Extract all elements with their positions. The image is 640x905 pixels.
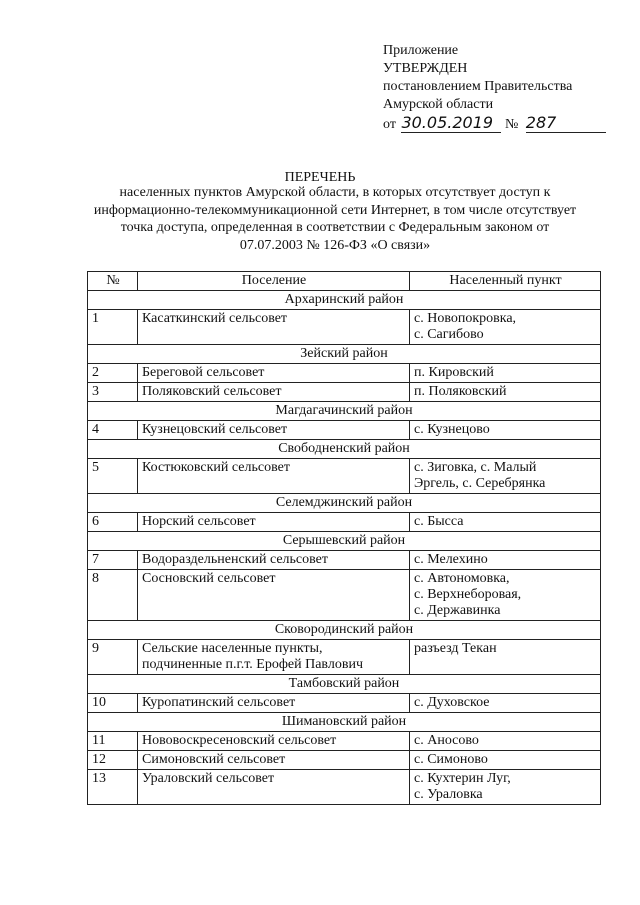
row-number: 7 xyxy=(88,551,138,570)
approval-line-region: Амурской области xyxy=(383,97,494,112)
settlement-name: Ураловский сельсовет xyxy=(138,770,410,805)
district-row xyxy=(88,675,601,694)
locality-name: с. Духовское xyxy=(414,695,490,710)
district-name: Тамбовский район xyxy=(88,675,601,694)
approval-line-resolution: постановлением Правительства xyxy=(383,79,573,94)
locality-name: с. Новопокровка, xyxy=(414,311,517,326)
settlement-name: Кузнецовский сельсовет xyxy=(138,421,410,440)
locality-name: с. Кухтерин Луг, xyxy=(414,771,511,786)
district-name: Шимановский район xyxy=(88,713,601,732)
district-row xyxy=(88,621,601,640)
table-row xyxy=(88,732,601,751)
locality-cell xyxy=(410,751,601,770)
locality-cell xyxy=(410,694,601,713)
header-locality: Населенный пункт xyxy=(410,272,601,291)
number-prefix: № xyxy=(504,117,519,132)
row-number: 13 xyxy=(88,770,138,805)
district-name: Зейский район xyxy=(88,345,601,364)
table-row xyxy=(88,751,601,770)
document-subtitle: населенных пунктов Амурской области, в которых отсутствует доступ к информационно-телекоммуникационной сети Интернет, в том числе отсутствует точка доступа, определенная в соответствии с Федеральным законом от 07.07.2003 № 126-ФЗ «О связи» xyxy=(93,185,577,253)
table-row xyxy=(88,551,601,570)
locality-name: с. Симоново xyxy=(414,752,488,767)
locality-cell xyxy=(410,770,601,805)
district-row xyxy=(88,402,601,421)
locality-cell xyxy=(410,640,601,675)
approval-block xyxy=(383,42,623,134)
locality-name: п. Кировский xyxy=(414,365,494,380)
table-row xyxy=(88,310,601,345)
row-number: 4 xyxy=(88,421,138,440)
table-row xyxy=(88,694,601,713)
district-row xyxy=(88,291,601,310)
table-header-row xyxy=(88,272,601,291)
row-number: 12 xyxy=(88,751,138,770)
district-row xyxy=(88,494,601,513)
table-row xyxy=(88,640,601,675)
approval-line-approved: УТВЕРЖДЕН xyxy=(383,61,468,76)
locality-name: Эргель, с. Серебрянка xyxy=(414,476,546,491)
district-name: Архаринский район xyxy=(88,291,601,310)
locality-name: с. Кузнецово xyxy=(414,422,490,437)
locality-cell xyxy=(410,513,601,532)
table-body xyxy=(88,291,601,805)
handwritten-number: 287 xyxy=(526,114,606,133)
locality-cell xyxy=(410,732,601,751)
approval-line-appendix: Приложение xyxy=(383,43,459,58)
row-number: 6 xyxy=(88,513,138,532)
district-row xyxy=(88,532,601,551)
table-row xyxy=(88,459,601,494)
settlement-name: Поляковский сельсовет xyxy=(138,383,410,402)
locality-name: с. Державинка xyxy=(414,603,501,618)
locality-cell xyxy=(410,364,601,383)
table-row xyxy=(88,421,601,440)
locality-name: с. Зиговка, с. Малый xyxy=(414,460,537,475)
handwritten-date: 30.05.2019 xyxy=(401,114,501,133)
locality-name: с. Бысса xyxy=(414,514,464,529)
table-row xyxy=(88,513,601,532)
settlement-name: Касаткинский сельсовет xyxy=(138,310,410,345)
locality-cell xyxy=(410,459,601,494)
header-settlement: Поселение xyxy=(138,272,410,291)
locality-cell xyxy=(410,421,601,440)
row-number: 10 xyxy=(88,694,138,713)
settlement-name: Куропатинский сельсовет xyxy=(138,694,410,713)
locality-name: с. Аносово xyxy=(414,733,479,748)
settlement-name: Береговой сельсовет xyxy=(138,364,410,383)
district-name: Серышевский район xyxy=(88,532,601,551)
row-number: 1 xyxy=(88,310,138,345)
locality-name: с. Сагибово xyxy=(414,327,484,342)
table-row xyxy=(88,364,601,383)
settlement-name: Сосновский сельсовет xyxy=(138,570,410,621)
row-number: 2 xyxy=(88,364,138,383)
district-name: Сковородинский район xyxy=(88,621,601,640)
district-row xyxy=(88,713,601,732)
approval-date-line xyxy=(383,114,623,134)
row-number: 9 xyxy=(88,640,138,675)
table-row xyxy=(88,570,601,621)
row-number: 5 xyxy=(88,459,138,494)
locality-name: п. Поляковский xyxy=(414,384,507,399)
row-number: 11 xyxy=(88,732,138,751)
district-row xyxy=(88,345,601,364)
settlement-name: Симоновский сельсовет xyxy=(138,751,410,770)
locality-name: с. Ураловка xyxy=(414,787,483,802)
district-row xyxy=(88,440,601,459)
locality-cell xyxy=(410,383,601,402)
locality-name: с. Мелехино xyxy=(414,552,488,567)
header-number: № xyxy=(88,272,138,291)
locality-name: с. Верхнеборовая, xyxy=(414,587,522,602)
table-row xyxy=(88,383,601,402)
locality-name: разъезд Текан xyxy=(414,641,497,656)
table-row xyxy=(88,770,601,805)
settlements-table xyxy=(87,271,601,805)
settlement-name: Сельские населенные пункты, подчиненные п.г.т. Ерофей Павлович xyxy=(138,640,410,675)
row-number: 3 xyxy=(88,383,138,402)
locality-cell xyxy=(410,551,601,570)
district-name: Свободненский район xyxy=(88,440,601,459)
date-prefix: от xyxy=(383,117,396,132)
locality-cell xyxy=(410,310,601,345)
district-name: Магдагачинский район xyxy=(88,402,601,421)
settlement-name: Водораздельненский сельсовет xyxy=(138,551,410,570)
settlement-name: Костюковский сельсовет xyxy=(138,459,410,494)
locality-cell xyxy=(410,570,601,621)
row-number: 8 xyxy=(88,570,138,621)
settlement-name: Норский сельсовет xyxy=(138,513,410,532)
settlement-name: Нововоскресеновский сельсовет xyxy=(138,732,410,751)
document-title: ПЕРЕЧЕНЬ xyxy=(284,170,356,185)
locality-name: с. Автономовка, xyxy=(414,571,510,586)
district-name: Селемджинский район xyxy=(88,494,601,513)
